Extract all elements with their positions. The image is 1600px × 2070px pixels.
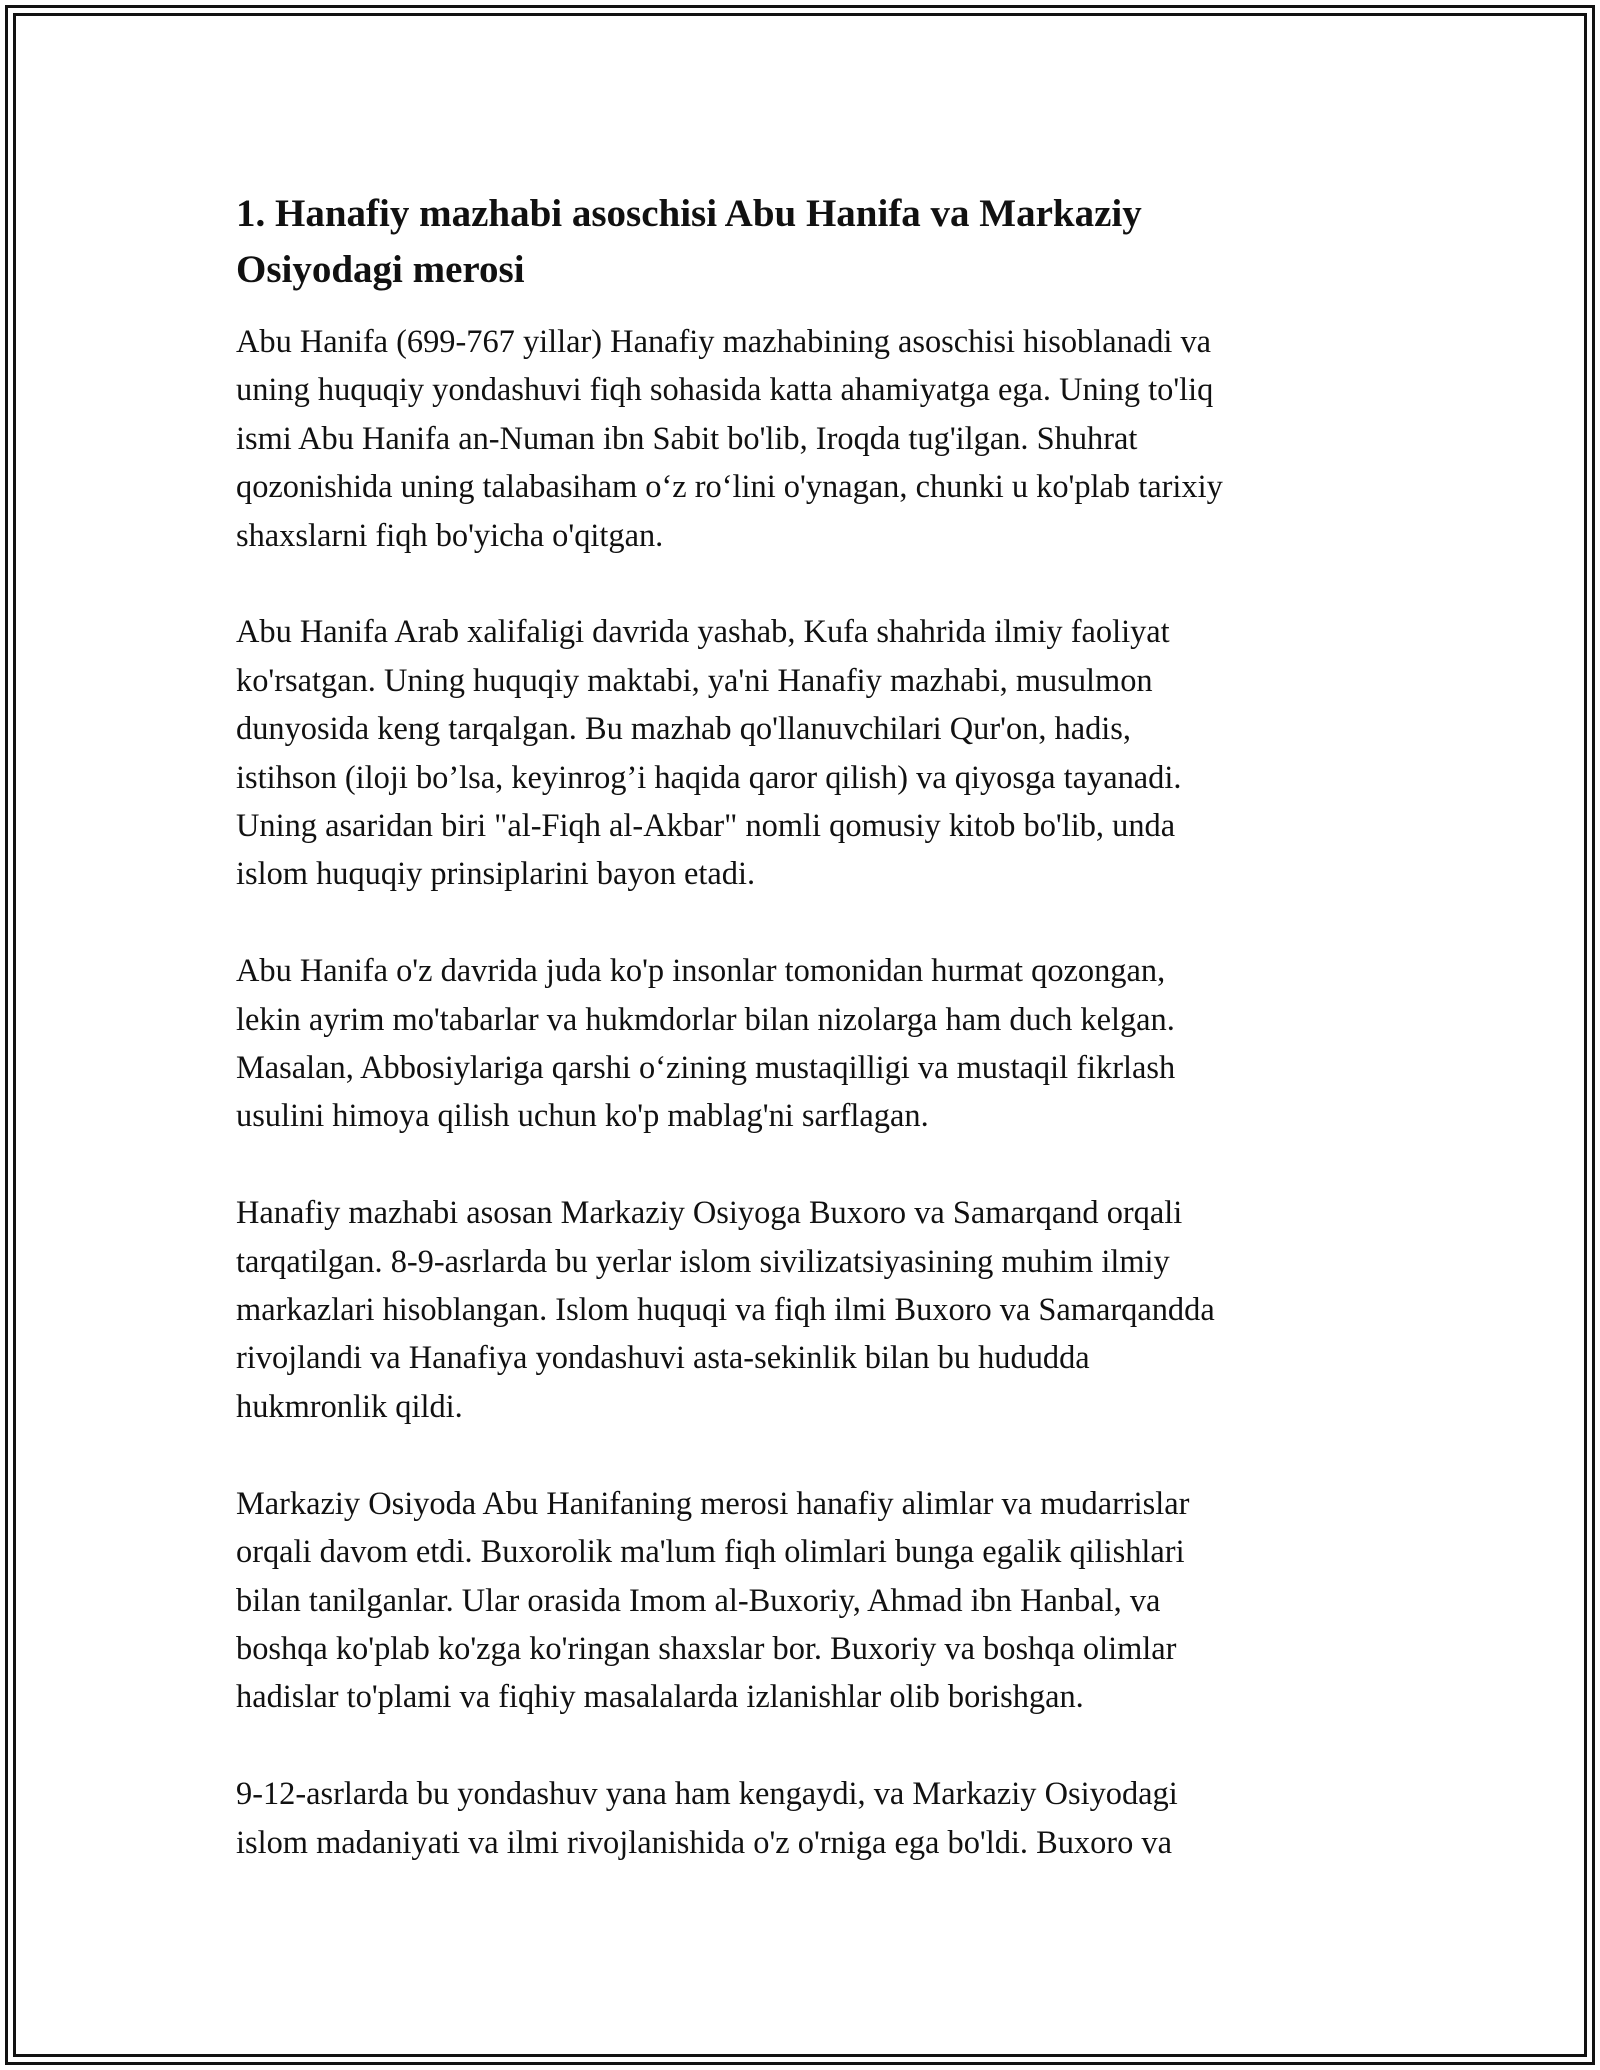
text-line: lekin ayrim mo'tabarlar va hukmdorlar bilan nizolarga ham duch kelgan. bbox=[236, 1001, 1175, 1038]
text-line: uning huquqiy yondashuvi fiqh sohasida katta ahamiyatga ega. Uning to'liq bbox=[236, 372, 1214, 409]
text-line: qozonishida uning talabasiham o‘z ro‘lini o'ynagan, chunki u ko'plab tarixiy bbox=[236, 469, 1223, 506]
paragraph bbox=[236, 947, 1366, 1141]
text-line: Abu Hanifa (699-767 yillar) Hanafiy mazhabining asoschisi hisoblanadi va bbox=[236, 324, 1212, 360]
section-heading bbox=[236, 186, 1366, 298]
text-line: markazlari hisoblangan. Islom huquqi va fiqh ilmi Buxoro va Samarqandda bbox=[236, 1292, 1215, 1329]
paragraph bbox=[236, 608, 1366, 898]
text-line: ismi Abu Hanifa an-Numan ibn Sabit bo'lib, Iroqda tug'ilgan. Shuhrat bbox=[236, 420, 1138, 457]
text-line: Uning asaridan biri "al-Fiqh al-Akbar" nomli qomusiy kitob bo'lib, unda bbox=[236, 808, 1176, 845]
text-line: rivojlandi va Hanafiya yondashuvi asta-sekinlik bilan bu hududda bbox=[236, 1340, 1090, 1377]
text-line: dunyosida keng tarqalgan. Bu mazhab qo'llanuvchilari Qur'on, hadis, bbox=[236, 711, 1131, 748]
text-line: tarqatilgan. 8-9-asrlarda bu yerlar islom sivilizatsiyasining muhim ilmiy bbox=[236, 1243, 1170, 1280]
text-line: islom madaniyati va ilmi rivojlanishida o'z o'rniga ega bo'ldi. Buxoro va bbox=[236, 1824, 1172, 1861]
paragraph bbox=[236, 1189, 1366, 1431]
text-line: Masalan, Abbosiylariga qarshi o‘zining mustaqilligi va mustaqil fikrlash bbox=[236, 1050, 1176, 1087]
text-line: usulini himoya qilish uchun ko'p mablag'ni sarflagan. bbox=[236, 1098, 929, 1135]
text-line: Abu Hanifa Arab xalifaligi davrida yashab, Kufa shahrida ilmiy faoliyat bbox=[236, 614, 1170, 651]
paragraph bbox=[236, 1770, 1366, 1867]
text-line: ko'rsatgan. Uning huquqiy maktabi, ya'ni Hanafiy mazhabi, musulmon bbox=[236, 662, 1153, 699]
text-line: Hanafiy mazhabi asosan Markaziy Osiyoga Buxoro va Samarqand orqali bbox=[236, 1195, 1183, 1232]
text-line: 9-12-asrlarda bu yondashuv yana ham kengaydi, va Markaziy Osiyodagi bbox=[236, 1776, 1178, 1813]
text-line: bilan tanilganlar. Ular orasida Imom al-Buxoriy, Ahmad ibn Hanbal, va bbox=[236, 1582, 1161, 1619]
text-line: hadislar to'plami va fiqhiy masalalarda izlanishlar olib borishgan. bbox=[236, 1679, 1084, 1716]
heading-line: Osiyodagi merosi bbox=[236, 248, 525, 291]
paragraph bbox=[236, 318, 1366, 560]
text-line: istihson (iloji bo’lsa, keyinrog’i haqida qaror qilish) va qiyosga tayanadi. bbox=[236, 759, 1182, 796]
heading-line: 1. Hanafiy mazhabi asoschisi Abu Hanifa va Markaziy bbox=[236, 192, 1142, 235]
document-body bbox=[236, 186, 1366, 1915]
text-line: hukmronlik qildi. bbox=[236, 1388, 463, 1425]
text-line: Markaziy Osiyoda Abu Hanifaning merosi hanafiy alimlar va mudarrislar bbox=[236, 1485, 1190, 1522]
text-line: orqali davom etdi. Buxorolik ma'lum fiqh olimlari bunga egalik qilishlari bbox=[236, 1534, 1185, 1571]
text-line: shaxslarni fiqh bo'yicha o'qitgan. bbox=[236, 517, 664, 554]
text-line: Abu Hanifa o'z davrida juda ko'p insonlar tomonidan hurmat qozongan, bbox=[236, 953, 1166, 990]
text-line: boshqa ko'plab ko'zga ko'ringan shaxslar bor. Buxoriy va boshqa olimlar bbox=[236, 1630, 1177, 1667]
paragraph bbox=[236, 1480, 1366, 1722]
text-line: islom huquqiy prinsiplarini bayon etadi. bbox=[236, 856, 756, 893]
